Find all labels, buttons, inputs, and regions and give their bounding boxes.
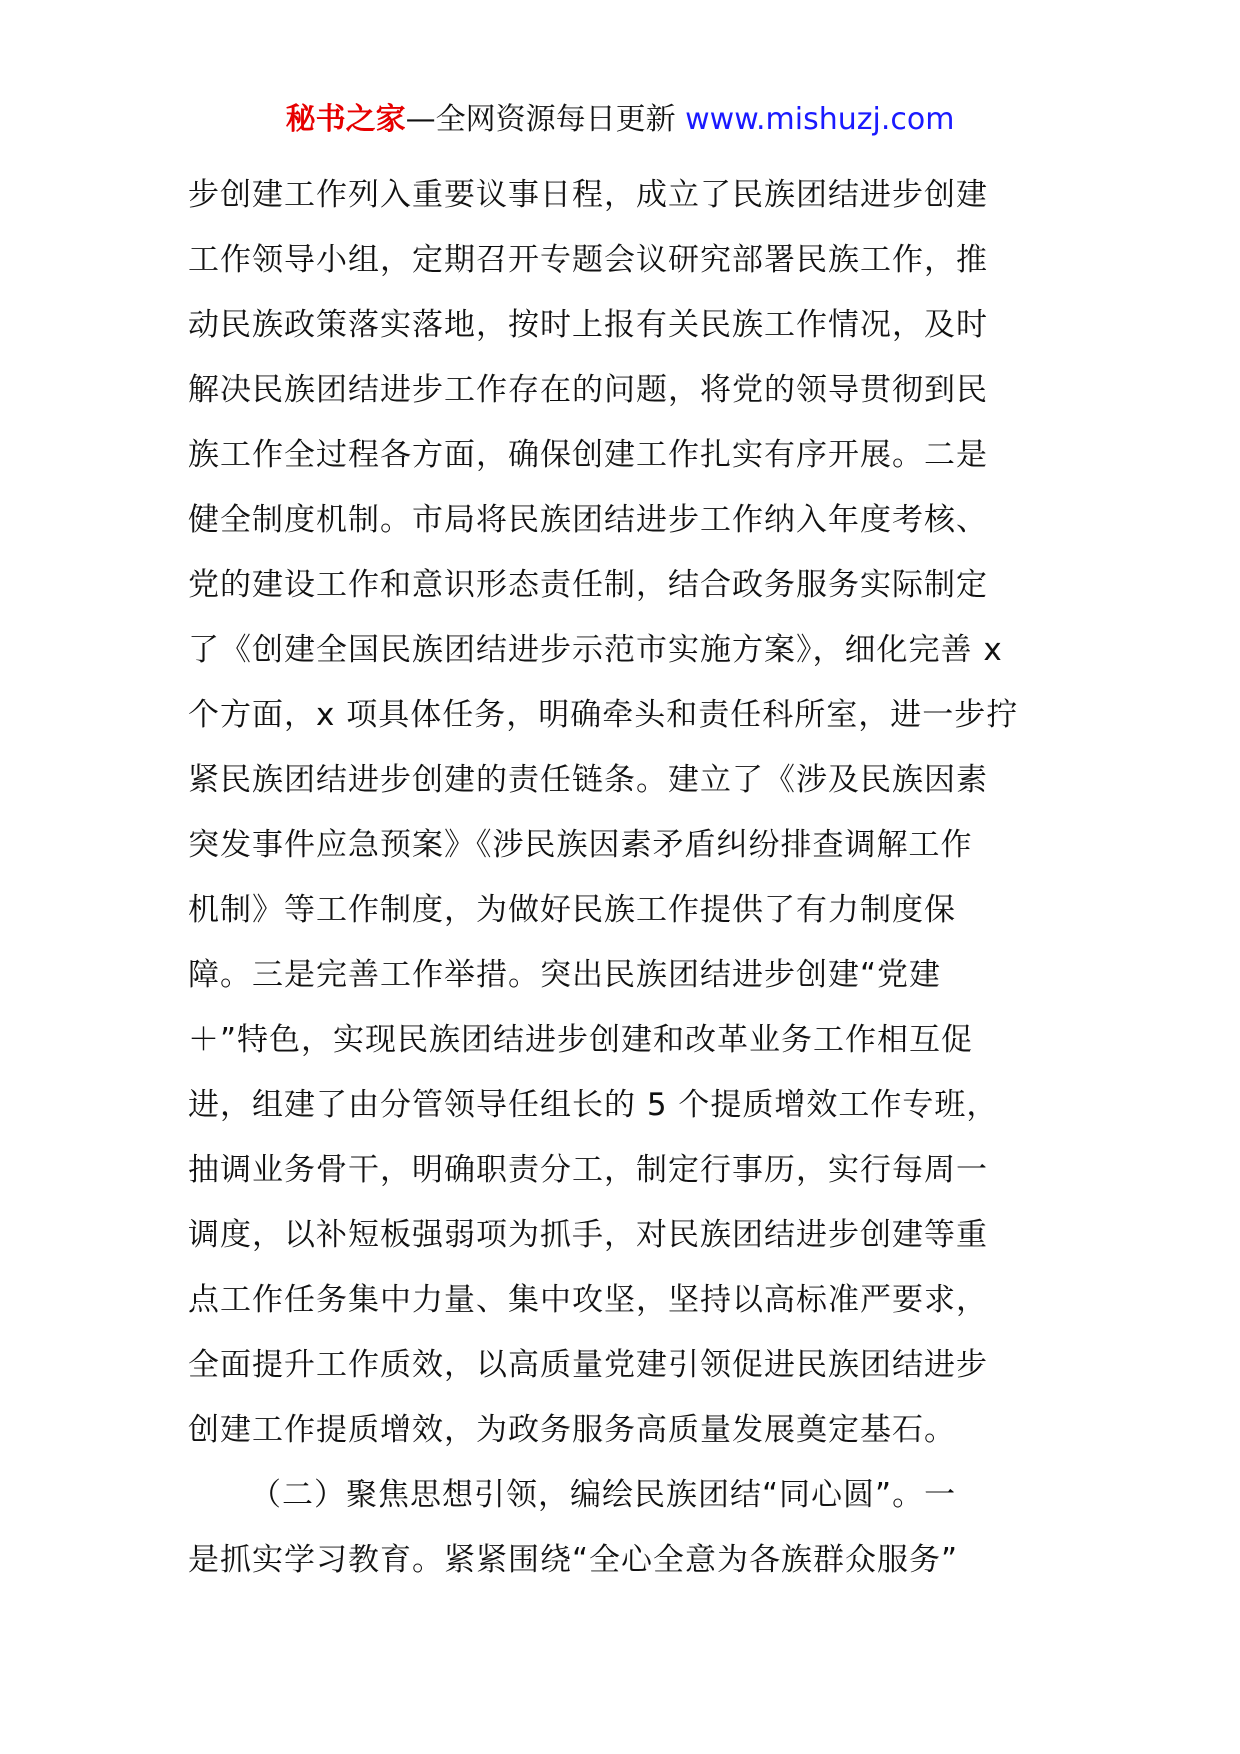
body-line: 创建工作提质增效，为政务服务高质量发展奠定基石。 [188,1412,956,1448]
header-brand: 秘书之家 [285,102,406,137]
body-line: 步创建工作列入重要议事日程，成立了民族团结进步创建 [188,177,988,213]
body-line: 全面提升工作质效，以高质量党建引领促进民族团结进步 [188,1347,988,1383]
body-line: 动民族政策落实落地，按时上报有关民族工作情况，及时 [188,307,988,343]
section-heading-line: （二）聚焦思想引领，编绘民族团结“同心圆”。一 [250,1477,957,1513]
body-line: 点工作任务集中力量、集中攻坚，坚持以高标准严要求， [188,1282,988,1318]
body-line: 党的建设工作和意识形态责任制，结合政务服务实际制定 [188,567,988,603]
body-line: 突发事件应急预案》《涉民族因素矛盾纠纷排查调解工作 [188,827,973,863]
body-line: 紧民族团结进步创建的责任链条。建立了《涉及民族因素 [188,762,988,798]
body-line: 健全制度机制。市局将民族团结进步工作纳入年度考核、 [188,502,988,538]
header-url[interactable]: www.mishuzj.com [685,102,955,137]
body-line: 抽调业务骨干，明确职责分工，制定行事历，实行每周一 [188,1152,988,1188]
body-line: 是抓实学习教育。紧紧围绕“全心全意为各族群众服务” [188,1542,959,1578]
page-header [0,100,1240,140]
header-tagline: —全网资源每日更新 [405,102,686,137]
body-line: 障。三是完善工作举措。突出民族团结进步创建“党建 [188,957,942,993]
document-body [188,163,1054,1593]
body-line: 调度，以补短板强弱项为抓手，对民族团结进步创建等重 [188,1217,988,1253]
body-line: 个方面，x 项具体任务，明确牵头和责任科所室，进一步拧 [188,697,1019,733]
body-line: 机制》等工作制度，为做好民族工作提供了有力制度保 [188,892,956,928]
body-line: 了《创建全国民族团结进步示范市实施方案》，细化完善 x [188,632,1003,668]
body-line: 解决民族团结进步工作存在的问题，将党的领导贯彻到民 [188,372,988,408]
body-line: 工作领导小组，定期召开专题会议研究部署民族工作，推 [188,242,988,278]
body-line: 族工作全过程各方面，确保创建工作扎实有序开展。二是 [188,437,988,473]
body-line: 进，组建了由分管领导任组长的 5 个提质增效工作专班， [188,1087,999,1123]
body-line: ＋”特色，实现民族团结进步创建和改革业务工作相互促 [188,1022,974,1058]
